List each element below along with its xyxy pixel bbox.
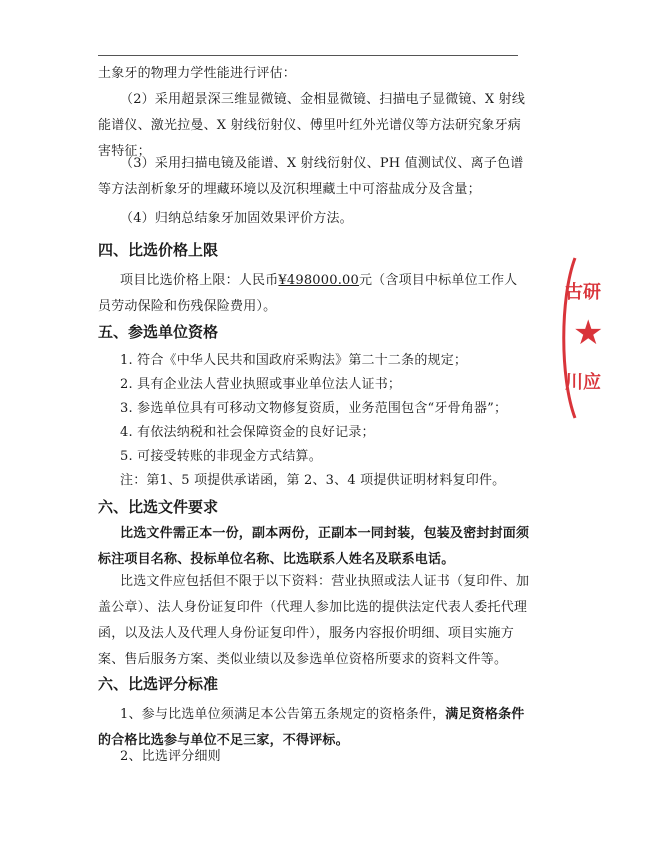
- seal-star-icon: ★: [573, 313, 604, 353]
- red-seal-stamp: [555, 258, 655, 418]
- seal-text-top: 古研: [565, 282, 601, 303]
- document-requirement-paragraph: 比选文件需正本一份，副本两份，正副本一同封装，包装及密封封面须标注项目名称、投标单位名称、比选联系人姓名及联系电话。: [98, 526, 530, 567]
- qualification-item: 2. 具有企业法人营业执照或事业单位法人证书；: [120, 377, 402, 392]
- qualification-item: 3. 参选单位具有可移动文物修复资质，业务范围包含“牙骨角器”；: [120, 401, 508, 416]
- section-4-heading: 四、比选价格上限: [98, 241, 219, 259]
- method-item-2: （2）采用超景深三维显微镜、金相显微镜、扫描电子显微镜、X 射线能谱仪、激光拉曼、X 射线衍射仪、傅里叶红外光谱仪等方法研究象牙病害特征；: [98, 92, 526, 159]
- scoring-rule-2: 2、比选评分细则: [120, 749, 221, 764]
- scoring-rule-1b: 满足资格条件的合格比选参与单位不足三家，不得评标。: [98, 707, 525, 748]
- seal-text-bottom: 川应: [565, 372, 601, 393]
- document-contents-paragraph: 比选文件应包括但不限于以下资料：营业执照或法人证书（复印件、加盖公章）、法人身份证复印件（代理人参加比选的提供法定代表人委托代理函，以及法人及代理人身份证复印件），服务内容报价明细、项目实施方案、售后服务方案、类似业绩以及参选单位资格所要求的资料文件等。: [98, 574, 530, 667]
- qualification-note: 注：第1、5 项提供承诺函，第 2、3、4 项提供证明材料复印件。: [120, 473, 506, 488]
- price-cap-pre: 项目比选价格上限：人民币: [120, 273, 279, 288]
- qualification-item: 4. 有依法纳税和社会保障资金的良好记录；: [120, 425, 375, 440]
- price-cap-paragraph: [98, 268, 530, 320]
- section-5-heading: 五、参选单位资格: [98, 323, 219, 341]
- scoring-rule-1a: 1、参与比选单位须满足本公告第五条规定的资格条件，: [120, 707, 446, 722]
- section-7-heading: 六、比选评分标准: [98, 675, 219, 693]
- section-6-heading: 六、比选文件要求: [98, 498, 219, 516]
- method-item-4: （4）归纳总结象牙加固效果评价方法。: [120, 211, 353, 226]
- method-item-3: （3）采用扫描电镜及能谱、X 射线衍射仪、PH 值测试仪、离子色谱等方法剖析象牙的埋藏环境以及沉积埋藏土中可溶盐成分及含量；: [98, 156, 524, 197]
- header-rule: [98, 55, 518, 56]
- qualification-item: 5. 可接受转账的非现金方式结算。: [120, 449, 322, 464]
- qualification-item: 1. 符合《中华人民共和国政府采购法》第二十二条的规定；: [120, 353, 468, 368]
- paragraph-continuation: 土象牙的物理力学性能进行评估：: [98, 66, 297, 81]
- price-cap-post: 元（含项目中标单位工作人员劳动保险和伤残保险费用）。: [98, 273, 518, 314]
- price-cap-amount: ¥498000.00: [278, 273, 359, 288]
